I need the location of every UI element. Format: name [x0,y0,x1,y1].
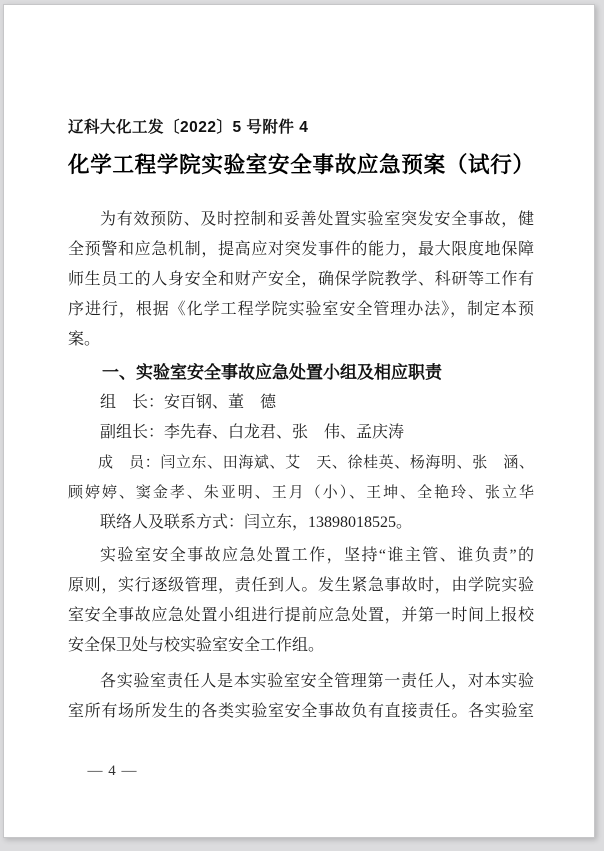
paragraph-line: 安全保卫处与校实验室安全工作组。 [68,637,325,654]
roster [68,388,534,538]
roster-deputy-line: 副组长：李先春、白龙君、张 伟、孟庆涛 [100,424,405,441]
intro-paragraph [68,205,534,355]
paragraph-line: 序进行，根据《化学工程学院实验室安全管理办法》，制定本预 [68,301,534,318]
principle-paragraph [68,541,534,661]
paragraph-line: 案。 [68,331,101,348]
paragraph-line: 室安全事故应急处置小组进行提前应急处置，并第一时间上报校 [68,607,534,624]
paragraph-line: 师生员工的人身安全和财产安全，确保学院教学、科研等工作有 [68,271,534,288]
responsibility-paragraph [68,667,534,727]
paragraph-line: 全预警和应急机制，提高应对突发事件的能力，最大限度地保障 [68,241,534,258]
doc-number: 辽科大化工发〔2022〕5 号附件 4 [68,119,309,136]
paragraph-line: 室所有场所发生的各类实验室安全事故负有直接责任。各实验室 [68,703,534,720]
roster-members-line-1: 成 员：闫立东、田海斌、艾 天、徐桂英、杨海明、张 涵、 [98,455,534,471]
document-page [3,4,595,838]
paragraph-line: 实验室安全事故应急处置工作，坚持“谁主管、谁负责”的 [100,547,534,564]
paragraph-line: 各实验室责任人是本实验室安全管理第一责任人，对本实验 [100,673,534,690]
roster-members-line-2: 顾婷婷、窦金孝、朱亚明、王月（小）、王坤、全艳玲、张立华 [68,485,534,501]
paragraph-line: 为有效预防、及时控制和妥善处置实验室突发安全事故，健 [100,211,534,228]
page-number: — 4 — [87,763,138,779]
section-heading: 一、实验室安全事故应急处置小组及相应职责 [102,363,442,382]
roster-contact-line: 联络人及联系方式：闫立东，13898018525。 [100,514,413,531]
page-title: 化学工程学院实验室安全事故应急预案（试行） [68,153,534,177]
roster-leader-line: 组 长：安百钢、董 德 [100,394,277,411]
paragraph-line: 原则，实行逐级管理，责任到人。发生紧急事故时，由学院实验 [68,577,534,594]
